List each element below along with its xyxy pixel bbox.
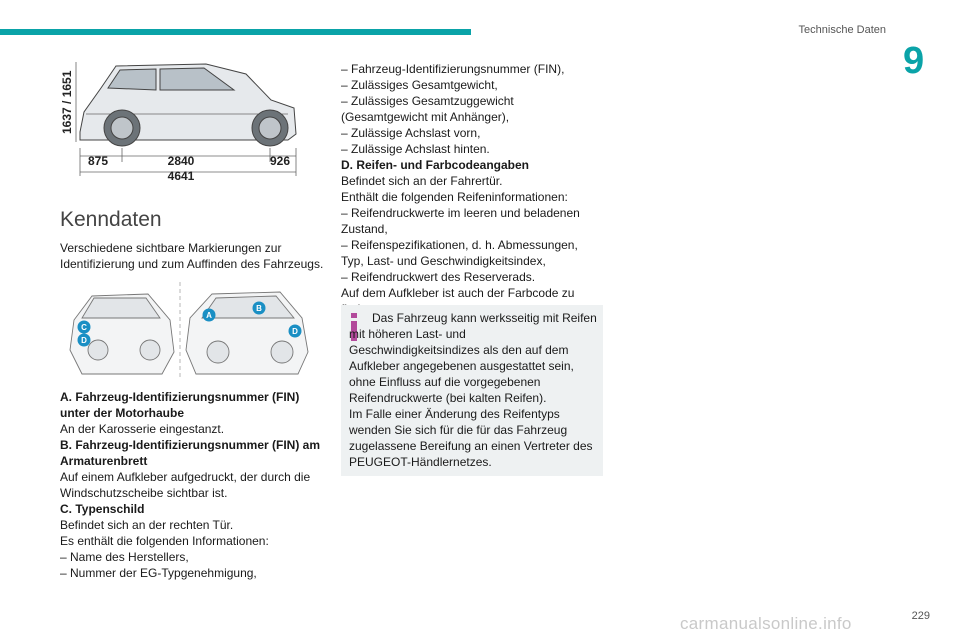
info-box [341,305,603,476]
item-b-title: B. Fahrzeug-Identifizierungsnummer (FIN) am Armaturenbrett [60,438,321,468]
item-b-text: Auf einem Aufkleber aufgedruckt, der durch die Windschutzscheibe sichtbar ist. [60,470,311,500]
item-c-list-item: – Zulässiges Gesamtgewicht, [341,78,498,92]
intro-paragraph: Verschiedene sichtbare Markierungen zur Identifizierung und zum Auffinden des Fahrzeugs. [60,241,324,271]
section-title: Kenndaten [60,208,162,231]
right-column-items [341,61,603,317]
info-text [349,310,599,470]
marker-b-label: B [256,304,262,313]
marker-c-front-label: C [81,323,87,332]
dim-wheelbase: 2840 [167,154,195,168]
item-c-list-item: – Zulässige Achslast vorn, [341,126,481,140]
item-c-list-item: – Name des Herstellers, [60,550,189,564]
watermark: carmanualsonline.info [680,614,852,633]
item-d-title: D. Reifen- und Farbcodeangaben [341,158,530,172]
item-c-text2: Es enthält die folgenden Informationen: [60,534,269,548]
info-paragraph-2: Im Falle einer Änderung des Reifentyps wenden Sie sich für die für das Fahrzeug zugelassene Bereifung an einen Vertreter des PEUGEOT-Händlernetzes. [349,407,593,469]
item-d-list-item: – Reifenspezifikationen, d. h. Abmessungen, Typ, Last- und Geschwindigkeitsindex, [341,238,578,268]
item-c-list-item: – Zulässiges Gesamtzuggewicht (Gesamtgewicht mit Anhänger), [341,94,514,124]
identification-figure [62,280,320,380]
item-d-list-item: – Reifendruckwert des Reserverads. [341,270,536,284]
marker-a-label: A [206,311,212,320]
marker-d-rear-label: D [292,327,298,336]
dim-front-overhang: 875 [88,154,109,168]
dim-rear-overhang: 926 [269,154,291,168]
item-a-text: An der Karosserie eingestanzt. [60,422,225,436]
dim-length: 4641 [167,169,195,182]
car-side-illustration [80,64,296,146]
header-title: Technische Daten [798,24,886,36]
item-d-text1: Befindet sich an der Fahrertür. [341,174,503,188]
left-column-items [60,389,330,581]
info-paragraph-1: Das Fahrzeug kann werksseitig mit Reifen mit höheren Last- und Geschwindigkeitsindizes als den auf dem Aufkleber angegebenen ausgestattet sein, ohne Einfluss auf die vorgegebenen Reifendruckwerte (bei kalten Reifen). [349,311,597,405]
item-c-text1: Befindet sich an der rechten Tür. [60,518,234,532]
item-a-title: A. Fahrzeug-Identifizierungsnummer (FIN) unter der Motorhaube [60,390,300,420]
page-number: 229 [911,610,930,622]
car-dimensions-figure [56,52,306,182]
marker-d-front-label: D [81,336,87,345]
item-c-title: C. Typenschild [60,502,145,516]
chapter-number: 9 [903,40,925,82]
dim-height-label: 1637 / 1651 [60,70,74,134]
item-c-list-item: – Nummer der EG-Typgenehmigung, [60,566,257,580]
item-d-text3: Auf dem Aufkleber ist auch der Farbcode zu [341,286,575,300]
item-d-text2: Enthält die folgenden Reifeninformationen: [341,190,568,204]
intro-text [60,240,330,272]
item-c-list-item: – Fahrzeug-Identifizierungsnummer (FIN), [341,62,565,76]
item-c-list-item: – Zulässige Achslast hinten. [341,142,490,156]
header-accent-bar [0,29,471,35]
item-d-list-item: – Reifendruckwerte im leeren und beladenen Zustand, [341,206,580,236]
